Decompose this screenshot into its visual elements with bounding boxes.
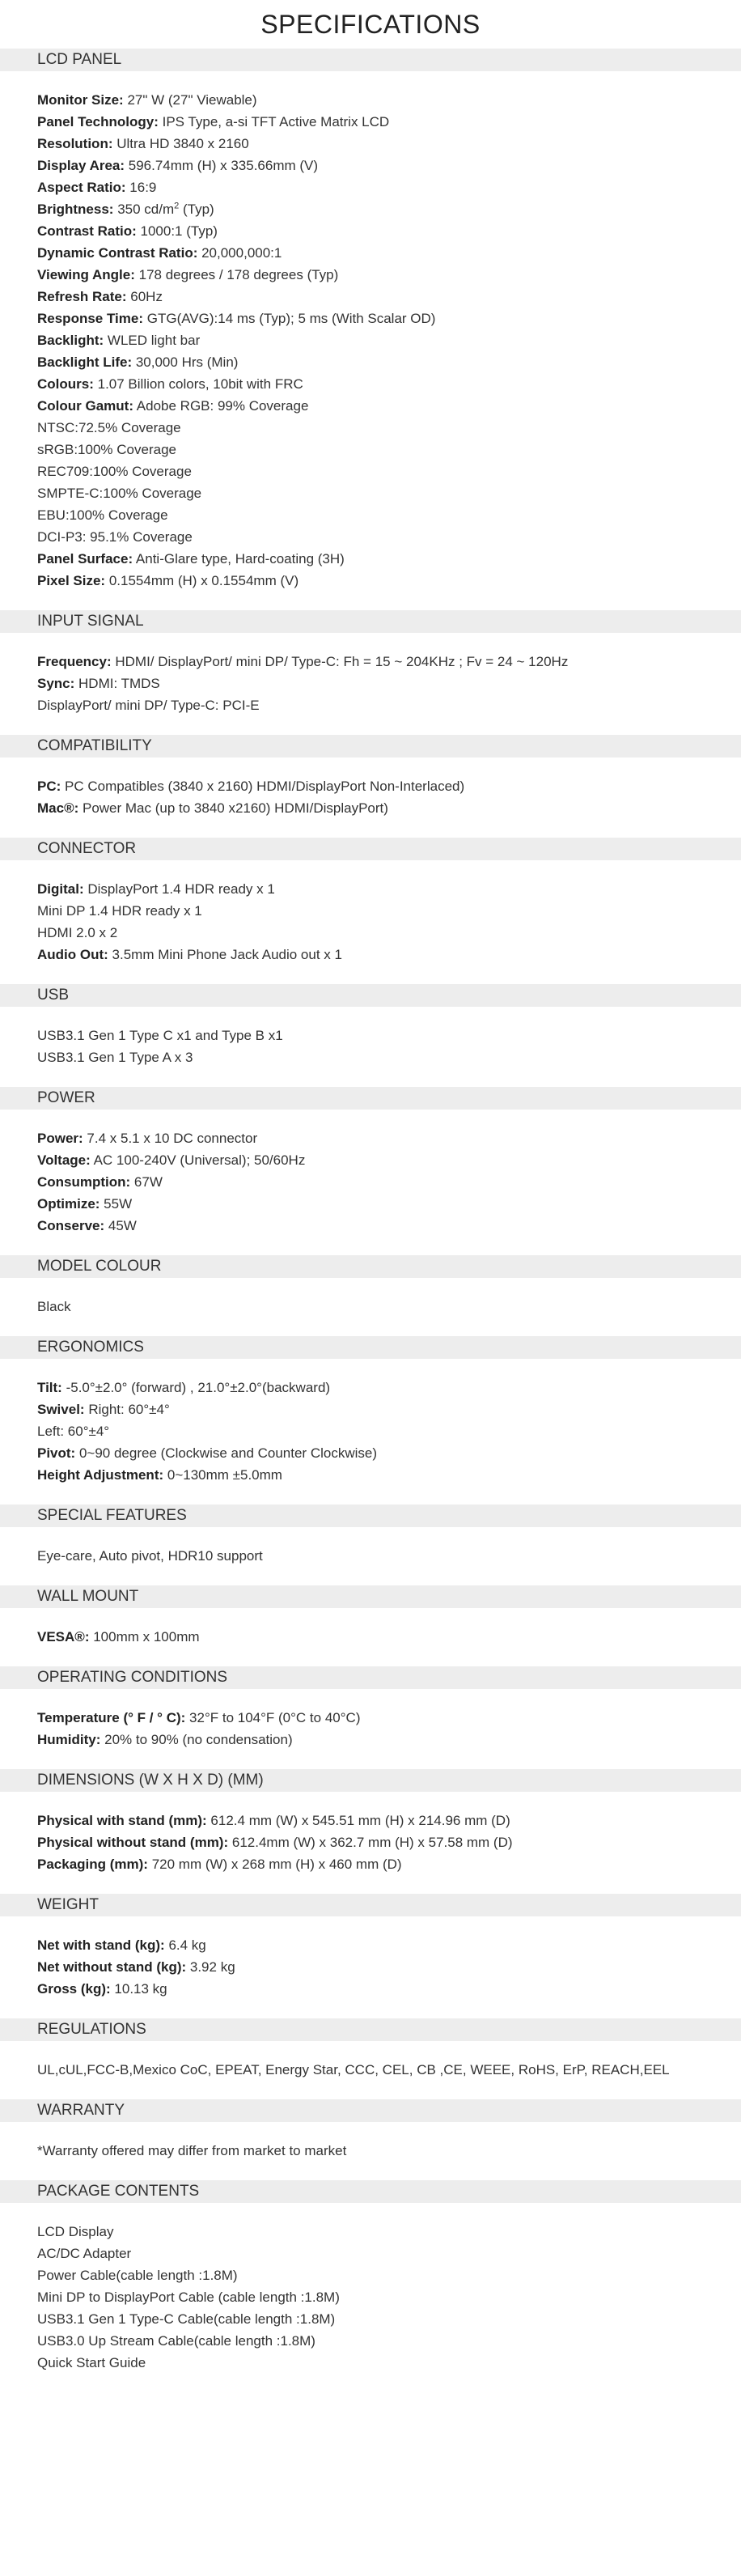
spec-rows <box>0 1377 741 1486</box>
spec-value: USB3.1 Gen 1 Type C x1 and Type B x1 <box>37 1028 283 1043</box>
section-header: INPUT SIGNAL <box>0 610 741 633</box>
spec-section <box>0 2099 741 2162</box>
spec-value: 596.74mm (H) x 335.66mm (V) <box>125 158 319 173</box>
spec-row <box>37 482 741 504</box>
spec-value: 6.4 kg <box>164 1937 206 1953</box>
spec-value: 45W <box>104 1218 137 1233</box>
section-header: WEIGHT <box>0 1894 741 1916</box>
spec-row <box>37 878 741 900</box>
spec-label: Consumption: <box>37 1174 131 1190</box>
spec-value: 3.5mm Mini Phone Jack Audio out x 1 <box>108 947 342 962</box>
spec-section <box>0 49 741 592</box>
spec-row <box>37 1171 741 1193</box>
spec-label: Frequency: <box>37 654 112 669</box>
spec-rows <box>0 1934 741 2000</box>
spec-row <box>37 1729 741 1751</box>
spec-value: WLED light bar <box>104 333 201 348</box>
spec-value: AC 100-240V (Universal); 50/60Hz <box>90 1152 306 1168</box>
spec-label: Physical without stand (mm): <box>37 1835 229 1850</box>
spec-label: Pivot: <box>37 1445 76 1461</box>
spec-row <box>37 651 741 673</box>
spec-row <box>37 1296 741 1318</box>
section-header: WARRANTY <box>0 2099 741 2122</box>
spec-label: Refresh Rate: <box>37 289 127 304</box>
spec-label: Tilt: <box>37 1380 62 1395</box>
spec-value: Left: 60°±4° <box>37 1424 110 1439</box>
spec-section <box>0 984 741 1068</box>
section-header: MODEL COLOUR <box>0 1255 741 1278</box>
spec-row <box>37 1215 741 1237</box>
spec-label: Mac®: <box>37 800 79 816</box>
spec-label: Backlight: <box>37 333 104 348</box>
spec-row <box>37 1956 741 1978</box>
spec-label: Panel Surface: <box>37 551 133 567</box>
spec-row <box>37 2221 741 2243</box>
spec-row <box>37 1545 741 1567</box>
spec-row <box>37 694 741 716</box>
spec-value: GTG(AVG):14 ms (Typ); 5 ms (With Scalar OD) <box>143 311 436 326</box>
spec-value: Adobe RGB: 99% Coverage <box>133 398 309 414</box>
spec-label: Swivel: <box>37 1402 85 1417</box>
spec-rows <box>0 1296 741 1318</box>
spec-row <box>37 111 741 133</box>
spec-value: 30,000 Hrs (Min) <box>132 354 239 370</box>
spec-value: 32°F to 104°F (0°C to 40°C) <box>185 1710 361 1725</box>
spec-value: 20,000,000:1 <box>197 245 282 261</box>
spec-row <box>37 439 741 460</box>
spec-rows <box>0 651 741 716</box>
spec-row <box>37 1377 741 1398</box>
spec-label: Net without stand (kg): <box>37 1959 187 1975</box>
spec-label: Height Adjustment: <box>37 1467 164 1483</box>
spec-section <box>0 735 741 819</box>
section-header: OPERATING CONDITIONS <box>0 1666 741 1689</box>
spec-value: 67W <box>130 1174 163 1190</box>
spec-value: Power Cable(cable length :1.8M) <box>37 2268 238 2283</box>
spec-label: Resolution: <box>37 136 113 151</box>
spec-value: 720 mm (W) x 268 mm (H) x 460 mm (D) <box>147 1857 402 1872</box>
spec-value: 612.4 mm (W) x 545.51 mm (H) x 214.96 mm (D) <box>206 1813 510 1828</box>
spec-section <box>0 1255 741 1318</box>
spec-value: 0~90 degree (Clockwise and Counter Clockwise) <box>75 1445 377 1461</box>
spec-section <box>0 1894 741 2000</box>
spec-row <box>37 1442 741 1464</box>
spec-rows <box>0 2059 741 2081</box>
spec-row <box>37 673 741 694</box>
spec-value-suffix: (Typ) <box>179 202 214 217</box>
spec-label: Brightness: <box>37 202 114 217</box>
spec-row <box>37 775 741 797</box>
spec-label: Gross (kg): <box>37 1981 111 1997</box>
spec-value: Mini DP to DisplayPort Cable (cable length :1.8M) <box>37 2290 340 2305</box>
spec-section <box>0 1666 741 1751</box>
spec-label: Colours: <box>37 376 94 392</box>
spec-label: Packaging (mm): <box>37 1857 148 1872</box>
spec-row <box>37 1853 741 1875</box>
spec-label: Sync: <box>37 676 75 691</box>
spec-value: USB3.1 Gen 1 Type A x 3 <box>37 1050 193 1065</box>
spec-row <box>37 1127 741 1149</box>
spec-value: PC Compatibles (3840 x 2160) HDMI/DisplayPort Non-Interlaced) <box>61 779 465 794</box>
spec-rows <box>0 2140 741 2162</box>
spec-label: Audio Out: <box>37 947 108 962</box>
spec-rows <box>0 1545 741 1567</box>
section-header: SPECIAL FEATURES <box>0 1504 741 1527</box>
spec-label: Physical with stand (mm): <box>37 1813 207 1828</box>
spec-value: Right: 60°±4° <box>84 1402 170 1417</box>
spec-section <box>0 1769 741 1875</box>
spec-label: Contrast Ratio: <box>37 223 137 239</box>
spec-section <box>0 1336 741 1486</box>
spec-row <box>37 1398 741 1420</box>
spec-rows <box>0 1025 741 1068</box>
spec-row <box>37 1025 741 1046</box>
spec-label: Optimize: <box>37 1196 100 1212</box>
spec-row <box>37 308 741 329</box>
spec-row <box>37 944 741 965</box>
spec-value: 16:9 <box>125 180 157 195</box>
spec-row <box>37 176 741 198</box>
spec-value: IPS Type, a-si TFT Active Matrix LCD <box>158 114 390 129</box>
spec-section <box>0 1504 741 1567</box>
spec-row <box>37 155 741 176</box>
spec-row <box>37 504 741 526</box>
spec-row <box>37 286 741 308</box>
spec-value: AC/DC Adapter <box>37 2246 132 2261</box>
spec-value: -5.0°±2.0° (forward) , 21.0°±2.0°(backward) <box>61 1380 331 1395</box>
spec-value: 0~130mm ±5.0mm <box>163 1467 282 1483</box>
spec-label: Dynamic Contrast Ratio: <box>37 245 198 261</box>
spec-label: Pixel Size: <box>37 573 106 588</box>
spec-section <box>0 2018 741 2081</box>
spec-row <box>37 2330 741 2352</box>
spec-value: 60Hz <box>126 289 163 304</box>
spec-row <box>37 1626 741 1648</box>
spec-label: Viewing Angle: <box>37 267 135 282</box>
spec-value: 612.4mm (W) x 362.7 mm (H) x 57.58 mm (D) <box>228 1835 513 1850</box>
spec-label: Colour Gamut: <box>37 398 133 414</box>
spec-value: 178 degrees / 178 degrees (Typ) <box>134 267 339 282</box>
spec-value: Ultra HD 3840 x 2160 <box>112 136 249 151</box>
spec-value: EBU:100% Coverage <box>37 507 168 523</box>
spec-label: PC: <box>37 779 61 794</box>
spec-value: Power Mac (up to 3840 x2160) HDMI/DisplayPort) <box>78 800 388 816</box>
spec-value: USB3.1 Gen 1 Type-C Cable(cable length :1.8M) <box>37 2311 336 2327</box>
spec-superscript: 2 <box>174 201 180 211</box>
spec-value: 20% to 90% (no condensation) <box>100 1732 293 1747</box>
spec-value: DisplayPort 1.4 HDR ready x 1 <box>83 881 275 897</box>
spec-row <box>37 417 741 439</box>
spec-row <box>37 242 741 264</box>
spec-label: Digital: <box>37 881 84 897</box>
spec-row <box>37 198 741 220</box>
spec-row <box>37 373 741 395</box>
spec-row <box>37 570 741 592</box>
spec-rows <box>0 1810 741 1875</box>
spec-row <box>37 2059 741 2081</box>
spec-section <box>0 838 741 965</box>
spec-section <box>0 2180 741 2374</box>
spec-value: LCD Display <box>37 2224 114 2239</box>
spec-value: HDMI/ DisplayPort/ mini DP/ Type-C: Fh = 15 ~ 204KHz ; Fv = 24 ~ 120Hz <box>111 654 569 669</box>
page-title: SPECIFICATIONS <box>260 10 481 39</box>
spec-row <box>37 797 741 819</box>
spec-value: 1000:1 (Typ) <box>136 223 218 239</box>
spec-value: Eye-care, Auto pivot, HDR10 support <box>37 1548 263 1564</box>
spec-value: *Warranty offered may differ from market to market <box>37 2143 347 2158</box>
spec-label: Net with stand (kg): <box>37 1937 165 1953</box>
spec-label: Power: <box>37 1131 83 1146</box>
spec-label: VESA®: <box>37 1629 90 1644</box>
spec-value: sRGB:100% Coverage <box>37 442 176 457</box>
spec-value: NTSC:72.5% Coverage <box>37 420 181 435</box>
spec-label: Response Time: <box>37 311 144 326</box>
spec-section <box>0 610 741 716</box>
spec-row <box>37 1707 741 1729</box>
spec-row <box>37 2308 741 2330</box>
spec-value: 0.1554mm (H) x 0.1554mm (V) <box>105 573 299 588</box>
section-header: CONNECTOR <box>0 838 741 860</box>
spec-row <box>37 2352 741 2374</box>
spec-row <box>37 1978 741 2000</box>
spec-value: HDMI: TMDS <box>74 676 160 691</box>
spec-row <box>37 2243 741 2264</box>
spec-row <box>37 2286 741 2308</box>
spec-row <box>37 1149 741 1171</box>
spec-row <box>37 1934 741 1956</box>
spec-label: Voltage: <box>37 1152 91 1168</box>
spec-sections <box>0 49 741 2374</box>
spec-value: REC709:100% Coverage <box>37 464 192 479</box>
spec-value: 350 cd/m <box>113 202 175 217</box>
spec-label: Backlight Life: <box>37 354 133 370</box>
spec-row <box>37 351 741 373</box>
spec-section <box>0 1087 741 1237</box>
spec-row <box>37 220 741 242</box>
spec-rows <box>0 2221 741 2374</box>
section-header: POWER <box>0 1087 741 1110</box>
spec-value: Black <box>37 1299 71 1314</box>
spec-value: DisplayPort/ mini DP/ Type-C: PCI-E <box>37 698 260 713</box>
spec-label: Humidity: <box>37 1732 101 1747</box>
spec-row <box>37 1464 741 1486</box>
spec-value: 100mm x 100mm <box>89 1629 200 1644</box>
spec-row <box>37 460 741 482</box>
spec-rows <box>0 1707 741 1751</box>
spec-row <box>37 329 741 351</box>
section-header: COMPATIBILITY <box>0 735 741 758</box>
section-header: LCD PANEL <box>0 49 741 71</box>
spec-row <box>37 526 741 548</box>
spec-rows <box>0 1127 741 1237</box>
spec-row <box>37 1831 741 1853</box>
section-header: ERGONOMICS <box>0 1336 741 1359</box>
section-header: PACKAGE CONTENTS <box>0 2180 741 2203</box>
spec-value: 1.07 Billion colors, 10bit with FRC <box>93 376 303 392</box>
spec-value: UL,cUL,FCC-B,Mexico CoC, EPEAT, Energy Star, CCC, CEL, CB ,CE, WEEE, RoHS, ErP, REACH,EEL <box>37 2062 670 2077</box>
spec-row <box>37 395 741 417</box>
spec-value: Quick Start Guide <box>37 2355 146 2370</box>
spec-row <box>37 89 741 111</box>
spec-row <box>37 548 741 570</box>
spec-value: 55W <box>100 1196 133 1212</box>
spec-row <box>37 1046 741 1068</box>
spec-label: Display Area: <box>37 158 125 173</box>
section-header: DIMENSIONS (W X H X D) (MM) <box>0 1769 741 1792</box>
spec-label: Panel Technology: <box>37 114 159 129</box>
spec-row <box>37 2140 741 2162</box>
spec-label: Conserve: <box>37 1218 105 1233</box>
spec-value: 7.4 x 5.1 x 10 DC connector <box>83 1131 258 1146</box>
spec-row <box>37 922 741 944</box>
section-header: WALL MOUNT <box>0 1585 741 1608</box>
spec-label: Temperature (° F / ° C): <box>37 1710 186 1725</box>
spec-rows <box>0 878 741 965</box>
spec-value: Mini DP 1.4 HDR ready x 1 <box>37 903 202 919</box>
spec-value: 27" W (27" Viewable) <box>123 92 257 108</box>
spec-rows <box>0 89 741 592</box>
spec-row <box>37 133 741 155</box>
spec-value: 3.92 kg <box>186 1959 235 1975</box>
spec-value: Anti-Glare type, Hard-coating (3H) <box>133 551 345 567</box>
spec-rows <box>0 1626 741 1648</box>
spec-label: Aspect Ratio: <box>37 180 126 195</box>
spec-row <box>37 1193 741 1215</box>
spec-row <box>37 900 741 922</box>
spec-label: Monitor Size: <box>37 92 124 108</box>
spec-row <box>37 264 741 286</box>
spec-value: 10.13 kg <box>110 1981 167 1997</box>
spec-value: HDMI 2.0 x 2 <box>37 925 118 940</box>
section-header: USB <box>0 984 741 1007</box>
spec-row <box>37 1420 741 1442</box>
spec-value: USB3.0 Up Stream Cable(cable length :1.8M) <box>37 2333 315 2349</box>
spec-value: SMPTE-C:100% Coverage <box>37 486 202 501</box>
spec-section <box>0 1585 741 1648</box>
spec-row <box>37 1810 741 1831</box>
section-header: REGULATIONS <box>0 2018 741 2041</box>
spec-row <box>37 2264 741 2286</box>
spec-value: DCI-P3: 95.1% Coverage <box>37 529 193 545</box>
spec-rows <box>0 775 741 819</box>
